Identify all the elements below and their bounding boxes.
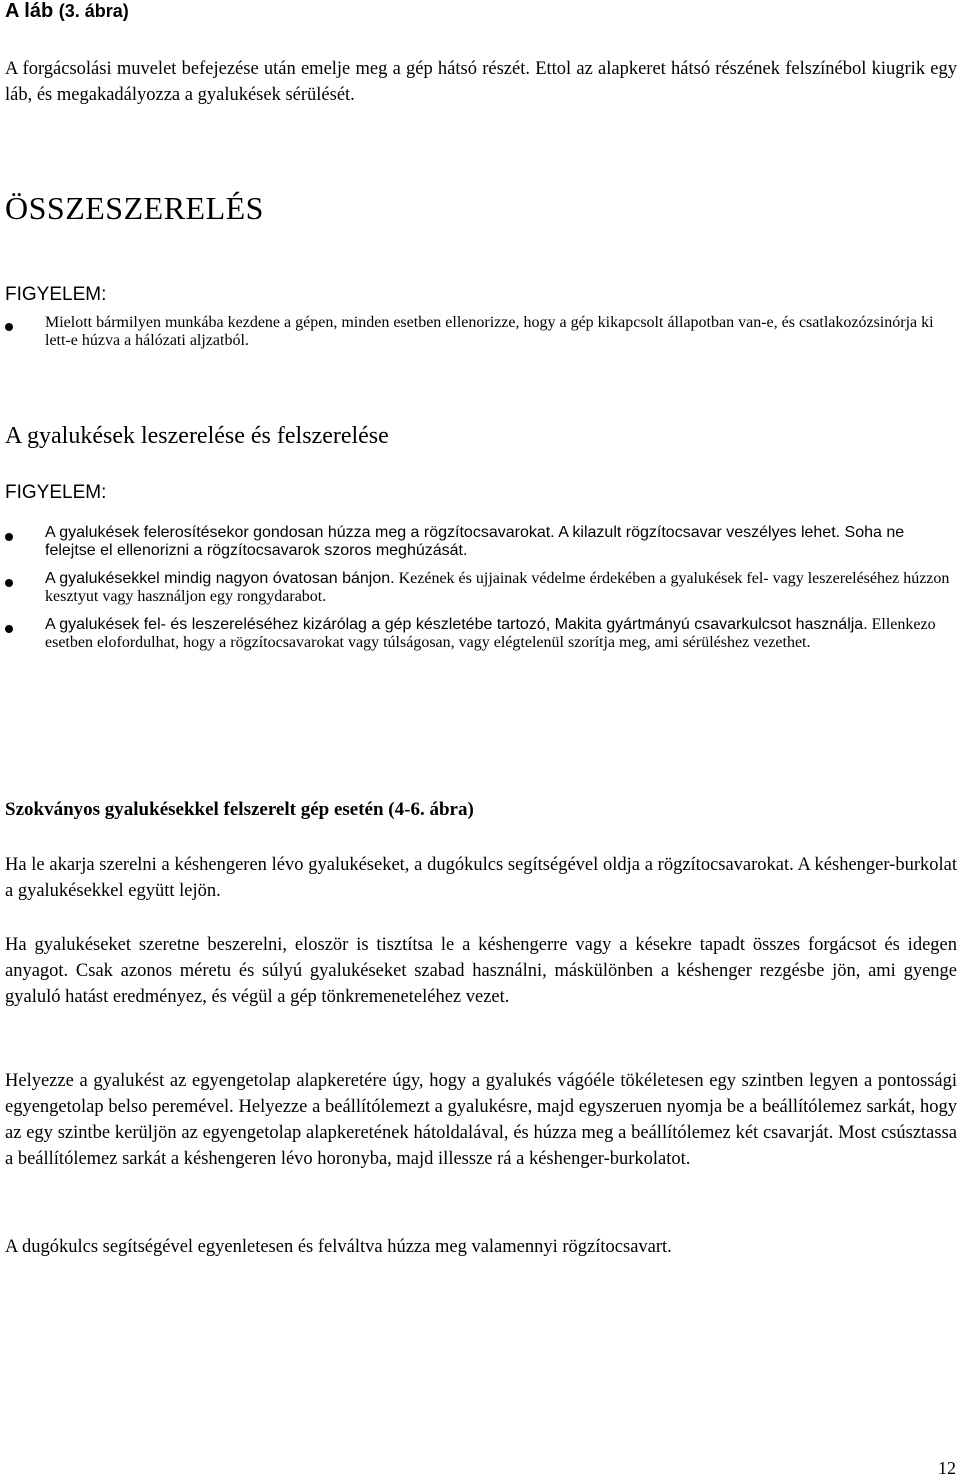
blades-warning-list [5,524,957,652]
blades-warning-text-2: Kezének és ujjainak védelme érdekében a gyalukések fel- vagy leszereléséhez húzzon kesztyut vagy használjon egy rongydarabot. [45,570,950,605]
section-leg-figure-ref: (3. ábra) [58,1,129,21]
standard-paragraph: Ha gyalukéseket szeretne beszerelni, eloször is tisztítsa le a késhengerre vagy a késekre tapadt összes forgácsot és idegen anyagot. Csak azonos méretu és súlyú gyalukéseket szabad használni, máskülönben a késhenger rezgésbe jön, ami gyenge gyaluló hatást eredményez, és végül a gép tönkremeneteléhez vezet. [5,935,957,1007]
standard-heading: Szokványos gyalukésekkel felszerelt gép esetén (4-6. ábra) [5,799,474,820]
bullet-dot [5,625,13,633]
blades-warning-item [5,616,957,652]
blades-warning-item [5,570,957,606]
page-number: 12 [938,1458,956,1478]
blades-warning-text-1: A gyalukések fel- és leszereléséhez kizárólag a gép készletébe tartozó, Makita gyártmányú csavarkulcsot használja. [45,616,868,633]
blades-warning-text-2: Soha ne felejtse el ellenorizni a rögzítocsavarok szoros meghúzását. [45,524,905,559]
section-leg-heading [5,0,957,23]
assembly-warning-item [5,314,957,350]
blades-warning-text-1: A gyalukések felerosítésekor gondosan húzza meg a rögzítocsavarokat. A kilazult rögzítocsavar veszélyes lehet. [45,524,841,541]
bullet-dot [5,533,13,541]
bullet-dot [5,323,13,331]
section-leg-title: A láb [5,0,54,22]
assembly-warning-text: Mielott bármilyen munkába kezdene a gépen, minden esetben ellenorizze, hogy a gép kikapcsolt állapotban van-e, és csatlakozózsinórja ki lett-e húzva a hálózati aljzatból. [45,314,934,349]
blades-warning-label: FIGYELEM: [5,482,107,503]
bullet-dot [5,579,13,587]
assembly-warning-list [5,314,957,350]
blades-warning-text-2: Ellenkezo esetben elofordulhat, hogy a rögzítocsavarokat vagy túlságosan, vagy elégtelenül szorítja meg, ami sérüléshez vezethet. [45,616,936,651]
blades-heading: A gyalukések leszerelése és felszerelése [5,423,389,449]
section-leg-text: A forgácsolási muvelet befejezése után emelje meg a gép hátsó részét. Ettol az alapkeret hátsó részének felszínébol kiugrik egy láb, és megakadályozza a gyalukések sérülését. [5,59,957,105]
standard-paragraph: Ha le akarja szerelni a késhengeren lévo gyalukéseket, a dugókulcs segítségével oldja a rögzítocsavarokat. A késhenger-burkolat a gyalukésekkel együtt lejön. [5,855,957,901]
standard-paragraph: Helyezze a gyalukést az egyengetolap alapkeretére úgy, hogy a gyalukés vágóéle tökéletesen egy szintben legyen a pontossági egyengetolap belso peremével. Helyezze a beállítólemezt a gyalukésre, majd egyszeruen nyomja be a beállítólemez sarkát, hogy az egy szintbe kerüljön az egyengetolap alapkeretének hátoldalával, és húzza meg a beállítólemez két csavarját. Most csúsztassa a beállítólemez sarkát a késhengeren lévo horonyba, majd illessze rá a késhenger-burkolatot. [5,1071,957,1169]
standard-paragraph: A dugókulcs segítségével egyenletesen és felváltva húzza meg valamennyi rögzítocsavart. [5,1237,672,1257]
assembly-warning-label: FIGYELEM: [5,284,107,305]
assembly-heading: ÖSSZESZERELÉS [5,190,264,226]
blades-warning-item [5,524,957,560]
blades-warning-text-1: A gyalukésekkel mindig nagyon óvatosan bánjon. [45,570,395,587]
